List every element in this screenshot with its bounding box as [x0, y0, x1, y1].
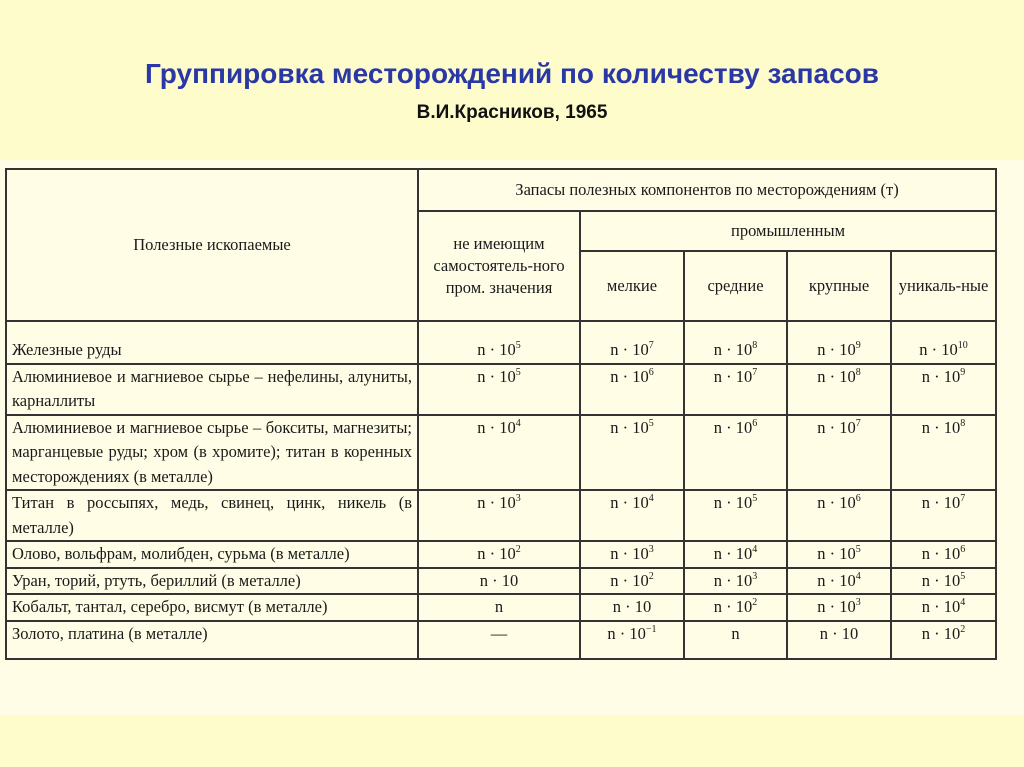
- reserve-value: $n \cdot 10^4$: [787, 568, 891, 595]
- reserve-value: $n \cdot 10^6$: [684, 415, 787, 491]
- reserve-value: $n \cdot 10^7$: [787, 415, 891, 491]
- reserve-value: $n \cdot 10^3$: [580, 541, 684, 568]
- deposits-table: [5, 168, 997, 660]
- mineral-name: Алюминиевое и магниевое сырье – бокситы, магнезиты; марганцевые руды; хром (в хромите); титан в коренных месторождениях (в металле): [6, 415, 418, 491]
- mineral-name: Олово, вольфрам, молибден, сурьма (в металле): [6, 541, 418, 568]
- table-row: [6, 541, 996, 568]
- mineral-name: Алюминиевое и магниевое сырье – нефелины, алуниты, карналлиты: [6, 364, 418, 415]
- table-row: [6, 364, 996, 415]
- reserve-value: $n \cdot 10^7$: [580, 321, 684, 364]
- reserve-value: $n \cdot 10^{10}$: [891, 321, 996, 364]
- reserve-value: $n \cdot 10^2$: [418, 541, 580, 568]
- reserve-value: $n \cdot 10^2$: [891, 621, 996, 660]
- reserve-value: $n \cdot 10^3$: [787, 594, 891, 621]
- table-row: [6, 621, 996, 660]
- slide-title: Группировка месторождений по количеству запасов: [145, 58, 879, 89]
- table-row: [6, 321, 996, 364]
- slide-subtitle: В.И.Красников, 1965: [416, 102, 608, 123]
- reserve-value: $n \cdot 10^7$: [891, 490, 996, 541]
- reserve-value: $n \cdot 10^5$: [787, 541, 891, 568]
- reserve-value: $n \cdot 10^8$: [891, 415, 996, 491]
- reserve-value: n · 10: [418, 568, 580, 595]
- header-unique: уникаль-ные: [891, 251, 996, 321]
- reserve-value: $n \cdot 10^5$: [418, 364, 580, 415]
- header-medium: средние: [684, 251, 787, 321]
- mineral-name: Золото, платина (в металле): [6, 621, 418, 660]
- reserve-value: $n \cdot 10^5$: [891, 568, 996, 595]
- reserve-value: $n \cdot 10^6$: [891, 541, 996, 568]
- header-small: мелкие: [580, 251, 684, 321]
- reserve-value: $n \cdot 10^4$: [684, 541, 787, 568]
- reserve-value: $n \cdot 10^6$: [787, 490, 891, 541]
- reserve-value: $n \cdot 10^2$: [684, 594, 787, 621]
- header-nonindustrial: не имеющим самостоятель-ного пром. значения: [418, 211, 580, 321]
- reserve-value: $n \cdot 10^5$: [580, 415, 684, 491]
- table-row: [6, 568, 996, 595]
- mineral-name: Уран, торий, ртуть, бериллий (в металле): [6, 568, 418, 595]
- table-row: [6, 415, 996, 491]
- reserve-value: $n \cdot 10^3$: [684, 568, 787, 595]
- mineral-name: Кобальт, тантал, серебро, висмут (в металле): [6, 594, 418, 621]
- reserve-value: $n \cdot 10^5$: [684, 490, 787, 541]
- header-large: крупные: [787, 251, 891, 321]
- reserve-value: $n \cdot 10^5$: [418, 321, 580, 364]
- header-reserves: Запасы полезных компонентов по месторождениям (т): [418, 169, 996, 211]
- reserve-value: $n \cdot 10^9$: [787, 321, 891, 364]
- reserve-value: $n \cdot 10^8$: [684, 321, 787, 364]
- reserve-value: $n \cdot 10^8$: [787, 364, 891, 415]
- table-row: [6, 490, 996, 541]
- header-industrial: промышленным: [580, 211, 996, 251]
- reserve-value: $n \cdot 10^6$: [580, 364, 684, 415]
- table-row: [6, 594, 996, 621]
- reserve-value: $n \cdot 10^{-1}$: [580, 621, 684, 660]
- header-minerals: Полезные ископаемые: [6, 169, 418, 321]
- table-body: [6, 321, 996, 659]
- reserve-value: $n \cdot 10^9$: [891, 364, 996, 415]
- mineral-name: Титан в россыпях, медь, свинец, цинк, никель (в металле): [6, 490, 418, 541]
- reserve-value: $n \cdot 10^4$: [891, 594, 996, 621]
- reserve-value: $n \cdot 10^2$: [580, 568, 684, 595]
- reserve-value: n: [418, 594, 580, 621]
- reserve-value: n · 10: [787, 621, 891, 660]
- reserve-value: $n \cdot 10^4$: [418, 415, 580, 491]
- reserve-value: n · 10: [580, 594, 684, 621]
- reserve-value: $n \cdot 10^4$: [580, 490, 684, 541]
- reserve-value: $n \cdot 10^7$: [684, 364, 787, 415]
- mineral-name: Железные руды: [6, 321, 418, 364]
- reserve-value: n: [684, 621, 787, 660]
- reserve-value: $n \cdot 10^3$: [418, 490, 580, 541]
- reserve-value: —: [418, 621, 580, 660]
